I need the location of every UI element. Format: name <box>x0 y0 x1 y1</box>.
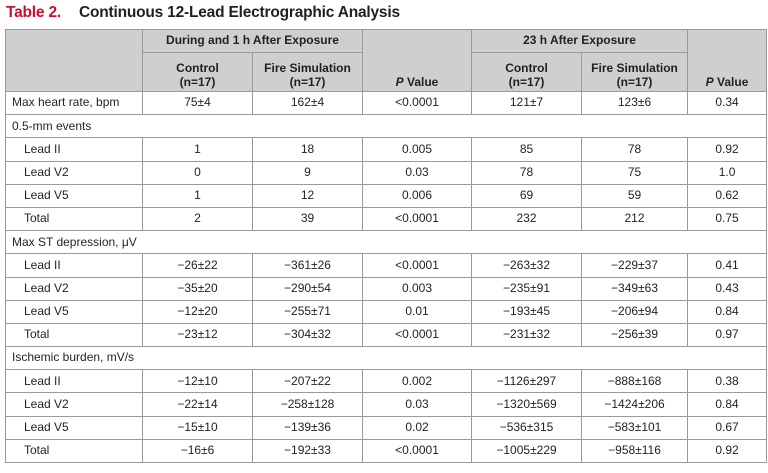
p-value-exposure-cell: <0.0001 <box>363 207 472 230</box>
header-blank-cell <box>6 30 143 92</box>
fire-n: (n=17) <box>289 74 326 89</box>
p-value-23h-cell: 0.92 <box>688 439 767 462</box>
fire-exposure-cell: −258±128 <box>253 393 363 416</box>
table-caption <box>6 4 400 22</box>
p-value-exposure-cell: 0.03 <box>363 161 472 184</box>
p-italic: P <box>395 74 404 89</box>
group-header-23h: 23 h After Exposure <box>472 30 688 53</box>
table-title: Continuous 12-Lead Electrographic Analysis <box>78 4 400 21</box>
table-number: Table 2. <box>6 4 61 21</box>
fire-23h-cell: 75 <box>582 161 688 184</box>
p-value-23h-cell: 0.84 <box>688 300 767 323</box>
control-exposure-cell: −26±22 <box>143 254 253 277</box>
fire-exposure-cell: −304±32 <box>253 323 363 346</box>
p-value-exposure-cell: 0.003 <box>363 277 472 300</box>
fire-23h-cell: 78 <box>582 138 688 161</box>
row-label: Lead V2 <box>6 161 143 184</box>
p-value-23h-cell: 0.41 <box>688 254 767 277</box>
table-row <box>6 323 767 346</box>
fire-exposure-cell: 9 <box>253 161 363 184</box>
table-row <box>6 184 767 207</box>
p-value-exposure-cell: <0.0001 <box>363 254 472 277</box>
p-value-23h-cell: 0.67 <box>688 416 767 439</box>
control-23h-cell: 85 <box>472 138 582 161</box>
p-value-suffix: Value <box>713 74 749 89</box>
p-value-exposure-cell: <0.0001 <box>363 323 472 346</box>
control-exposure-cell: −12±20 <box>143 300 253 323</box>
fire-23h-cell: 123±6 <box>582 92 688 115</box>
fire-exposure-cell: −207±22 <box>253 370 363 393</box>
row-label: Lead V5 <box>6 300 143 323</box>
ecg-analysis-table <box>5 29 767 463</box>
control-23h-cell: −231±32 <box>472 323 582 346</box>
control-23h-cell: −536±315 <box>472 416 582 439</box>
table-row <box>6 92 767 115</box>
p-value-exposure-cell: <0.0001 <box>363 92 472 115</box>
section-row <box>6 347 767 370</box>
row-label: Lead II <box>6 370 143 393</box>
row-label: Max heart rate, bpm <box>6 92 143 115</box>
p-value-23h-cell: 0.92 <box>688 138 767 161</box>
fire-23h-cell: −1424±206 <box>582 393 688 416</box>
row-label: Lead V5 <box>6 416 143 439</box>
control-23h-cell: −1126±297 <box>472 370 582 393</box>
fire-exposure-cell: 162±4 <box>253 92 363 115</box>
p-value-exposure-cell: 0.02 <box>363 416 472 439</box>
fire-exposure-cell: −290±54 <box>253 277 363 300</box>
fire-exposure-cell: −139±36 <box>253 416 363 439</box>
section-label: Ischemic burden, mV/s <box>6 347 767 370</box>
row-label: Lead V2 <box>6 277 143 300</box>
fire-23h-cell: 59 <box>582 184 688 207</box>
control-exposure-cell: −12±10 <box>143 370 253 393</box>
p-italic: P <box>705 74 714 89</box>
col-control-2 <box>472 53 582 92</box>
fire-23h-cell: −229±37 <box>582 254 688 277</box>
table-row <box>6 254 767 277</box>
table-body <box>6 92 767 463</box>
control-exposure-cell: 1 <box>143 138 253 161</box>
section-row <box>6 231 767 254</box>
control-23h-cell: −193±45 <box>472 300 582 323</box>
control-23h-cell: 232 <box>472 207 582 230</box>
section-row <box>6 115 767 138</box>
p-value-23h-cell: 0.43 <box>688 277 767 300</box>
p-value-23h-cell: 0.38 <box>688 370 767 393</box>
p-value-exposure-cell: 0.006 <box>363 184 472 207</box>
fire-23h-cell: −206±94 <box>582 300 688 323</box>
fire-23h-cell: −583±101 <box>582 416 688 439</box>
control-23h-cell: −1005±229 <box>472 439 582 462</box>
fire-23h-cell: −256±39 <box>582 323 688 346</box>
table-row <box>6 161 767 184</box>
control-23h-cell: 121±7 <box>472 92 582 115</box>
col-fire-1 <box>253 53 363 92</box>
table-row <box>6 207 767 230</box>
col-control-1 <box>143 53 253 92</box>
table-row <box>6 138 767 161</box>
group-header-exposure: During and 1 h After Exposure <box>143 30 363 53</box>
control-exposure-cell: 0 <box>143 161 253 184</box>
p-value-exposure-cell: 0.005 <box>363 138 472 161</box>
fire-n: (n=17) <box>616 74 653 89</box>
control-n: (n=17) <box>508 74 545 89</box>
fire-23h-cell: −888±168 <box>582 370 688 393</box>
p-value-exposure-cell: 0.01 <box>363 300 472 323</box>
p-value-23h-cell: 0.75 <box>688 207 767 230</box>
control-exposure-cell: −16±6 <box>143 439 253 462</box>
p-value-23h-cell: 0.84 <box>688 393 767 416</box>
row-label: Lead V2 <box>6 393 143 416</box>
control-exposure-cell: −23±12 <box>143 323 253 346</box>
row-label: Lead V5 <box>6 184 143 207</box>
control-23h-cell: 78 <box>472 161 582 184</box>
p-value-header-1 <box>363 30 472 92</box>
table-row <box>6 439 767 462</box>
row-label: Total <box>6 439 143 462</box>
fire-label: Fire Simulation <box>264 61 351 76</box>
table-row <box>6 370 767 393</box>
table-row <box>6 300 767 323</box>
control-exposure-cell: 1 <box>143 184 253 207</box>
col-fire-2 <box>582 53 688 92</box>
section-label: 0.5-mm events <box>6 115 767 138</box>
control-exposure-cell: 2 <box>143 207 253 230</box>
fire-exposure-cell: −192±33 <box>253 439 363 462</box>
p-value-exposure-cell: 0.03 <box>363 393 472 416</box>
control-23h-cell: −263±32 <box>472 254 582 277</box>
fire-23h-cell: 212 <box>582 207 688 230</box>
fire-exposure-cell: 39 <box>253 207 363 230</box>
fire-23h-cell: −349±63 <box>582 277 688 300</box>
fire-23h-cell: −958±116 <box>582 439 688 462</box>
p-value-23h-cell: 1.0 <box>688 161 767 184</box>
row-label: Lead II <box>6 138 143 161</box>
control-exposure-cell: −22±14 <box>143 393 253 416</box>
control-23h-cell: −1320±569 <box>472 393 582 416</box>
p-value-23h-cell: 0.34 <box>688 92 767 115</box>
section-label: Max ST depression, μV <box>6 231 767 254</box>
fire-label: Fire Simulation <box>591 61 678 76</box>
control-23h-cell: −235±91 <box>472 277 582 300</box>
control-23h-cell: 69 <box>472 184 582 207</box>
p-value-exposure-cell: <0.0001 <box>363 439 472 462</box>
fire-exposure-cell: 18 <box>253 138 363 161</box>
fire-exposure-cell: 12 <box>253 184 363 207</box>
table-row <box>6 277 767 300</box>
p-value-23h-cell: 0.97 <box>688 323 767 346</box>
table-header <box>6 30 767 92</box>
p-value-23h-cell: 0.62 <box>688 184 767 207</box>
row-label: Total <box>6 207 143 230</box>
fire-exposure-cell: −361±26 <box>253 254 363 277</box>
control-label: Control <box>505 61 548 76</box>
table-row <box>6 416 767 439</box>
control-exposure-cell: 75±4 <box>143 92 253 115</box>
p-value-header-2 <box>688 30 767 92</box>
row-label: Lead II <box>6 254 143 277</box>
control-n: (n=17) <box>179 74 216 89</box>
row-label: Total <box>6 323 143 346</box>
fire-exposure-cell: −255±71 <box>253 300 363 323</box>
control-label: Control <box>176 61 219 76</box>
control-exposure-cell: −35±20 <box>143 277 253 300</box>
control-exposure-cell: −15±10 <box>143 416 253 439</box>
p-value-suffix: Value <box>403 74 439 89</box>
table-row <box>6 393 767 416</box>
p-value-exposure-cell: 0.002 <box>363 370 472 393</box>
